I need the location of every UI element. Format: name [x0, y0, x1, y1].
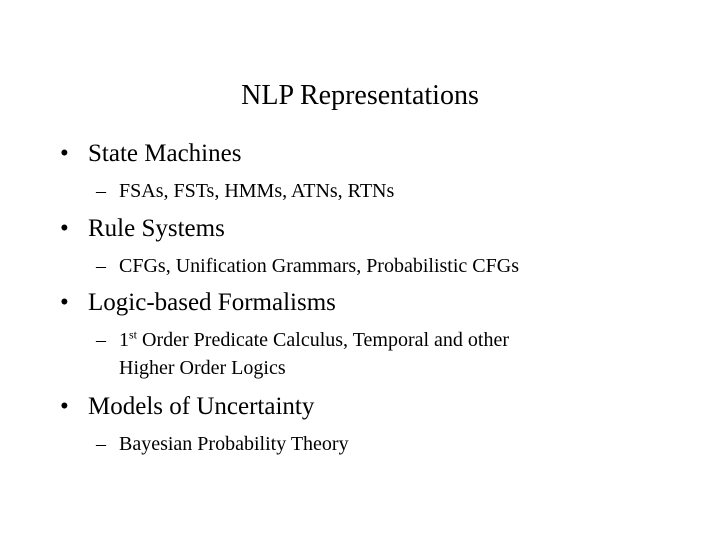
bullet-item — [60, 392, 314, 422]
bullet-label: Logic-based Formalisms — [88, 289, 336, 316]
bullet-glyph: • — [60, 215, 69, 242]
bullet-label: State Machines — [88, 140, 242, 167]
sub-bullet-label: Order Predicate Calculus, Temporal and other — [137, 329, 510, 351]
bullet-glyph: • — [60, 140, 69, 167]
sub-bullet-continuation: Higher Order Logics — [119, 357, 286, 379]
sub-bullet-label: CFGs, Unification Grammars, Probabilistic CFGs — [119, 255, 519, 277]
sub-bullet-item — [96, 430, 349, 458]
dash-glyph: – — [96, 433, 106, 455]
bullet-item — [60, 288, 336, 318]
bullet-glyph: • — [60, 393, 69, 420]
slide-title: NLP Representations — [241, 80, 479, 111]
sub-bullet-item — [96, 177, 394, 205]
sub-bullet-label: FSAs, FSTs, HMMs, ATNs, RTNs — [119, 180, 395, 202]
dash-glyph: – — [96, 329, 106, 351]
sub-bullet-label: Bayesian Probability Theory — [119, 433, 349, 455]
ordinal-suffix: st — [129, 327, 138, 342]
bullet-glyph: • — [60, 289, 69, 316]
bullet-label: Models of Uncertainty — [88, 393, 315, 420]
bullet-item — [60, 139, 241, 169]
sub-bullet-item — [96, 326, 509, 382]
dash-glyph: – — [96, 255, 106, 277]
sub-bullet-number: 1 — [119, 329, 129, 351]
sub-bullet-item — [96, 252, 519, 280]
dash-glyph: – — [96, 180, 106, 202]
bullet-item — [60, 214, 225, 244]
bullet-label: Rule Systems — [88, 215, 225, 242]
